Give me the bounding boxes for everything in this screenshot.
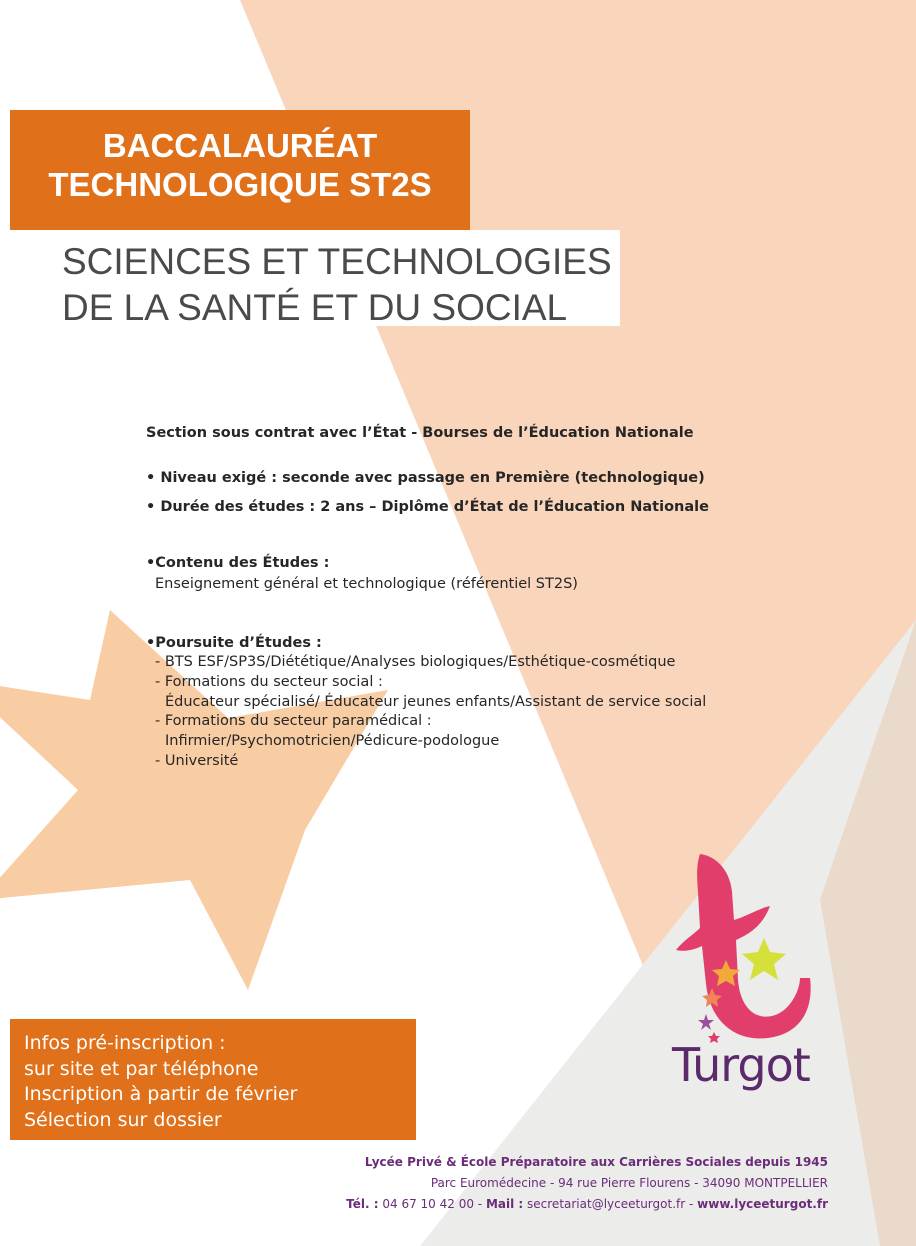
subtitle-banner (38, 230, 620, 326)
duree-etudes: • Durée des études : 2 ans – Diplôme d’État de l’Éducation Nationale (146, 499, 709, 515)
section-statement: Section sous contrat avec l’État - Bourses de l’Éducation Nationale (146, 425, 694, 441)
footer-school-name: Lycée Privé & École Préparatoire aux Carrières Sociales depuis 1945 (364, 1155, 828, 1169)
subtitle-line-1: SCIENCES ET TECHNOLOGIES (62, 241, 612, 282)
poursuite-item: Éducateur spécialisé/ Éducateur jeunes enfants/Assistant de service social (165, 694, 707, 710)
footer-contact-line: Tél. : 04 67 10 42 00 - Mail : secretariat@lyceeturgot.fr - www.lyceeturgot.fr (346, 1197, 828, 1211)
logo-t-stem (676, 854, 811, 1039)
contenu-title: •Contenu des Études : (146, 555, 330, 571)
poursuite-item: - Université (155, 753, 239, 769)
infos-inscription-box (10, 1019, 416, 1140)
title-banner (10, 110, 470, 230)
poursuite-item: - Formations du secteur paramédical : (155, 713, 432, 729)
logo-star-purple (698, 1014, 714, 1030)
title-line-1: BACCALAURÉAT (102, 127, 378, 164)
infos-line-1: Infos pré-inscription : (24, 1032, 226, 1054)
infos-line-3: Inscription à partir de février (24, 1083, 298, 1105)
email-link[interactable]: secretariat@lyceeturgot.fr (527, 1197, 686, 1211)
logo-wordmark: Turgot (672, 1038, 810, 1092)
footer-contact (346, 1152, 828, 1215)
contenu-text: Enseignement général et technologique (référentiel ST2S) (155, 576, 578, 592)
poursuite-item: - Formations du secteur social : (155, 674, 383, 690)
tel-label: Tél. : (346, 1197, 379, 1211)
poursuite-title: •Poursuite d’Études : (146, 635, 322, 651)
infos-line-4: Sélection sur dossier (24, 1108, 222, 1131)
niveau-requirement: • Niveau exigé : seconde avec passage en Première (technologique) (146, 470, 705, 486)
website-link[interactable]: www.lyceeturgot.fr (697, 1197, 828, 1211)
title-line-2: TECHNOLOGIQUE ST2S (48, 166, 432, 203)
footer-address: Parc Euromédecine - 94 rue Pierre Flourens - 34090 MONTPELLIER (430, 1176, 828, 1190)
subtitle-line-2: DE LA SANTÉ ET DU SOCIAL (62, 287, 568, 328)
infos-line-2: sur site et par téléphone (24, 1057, 259, 1080)
poursuite-item: - BTS ESF/SP3S/Diététique/Analyses biologiques/Esthétique-cosmétique (155, 654, 676, 670)
phone-link[interactable]: 04 67 10 42 00 (382, 1197, 474, 1211)
poursuite-item: Infirmier/Psychomotricien/Pédicure-podologue (165, 733, 500, 749)
mail-label: Mail : (485, 1197, 524, 1211)
logo-star-yellow (742, 938, 786, 980)
